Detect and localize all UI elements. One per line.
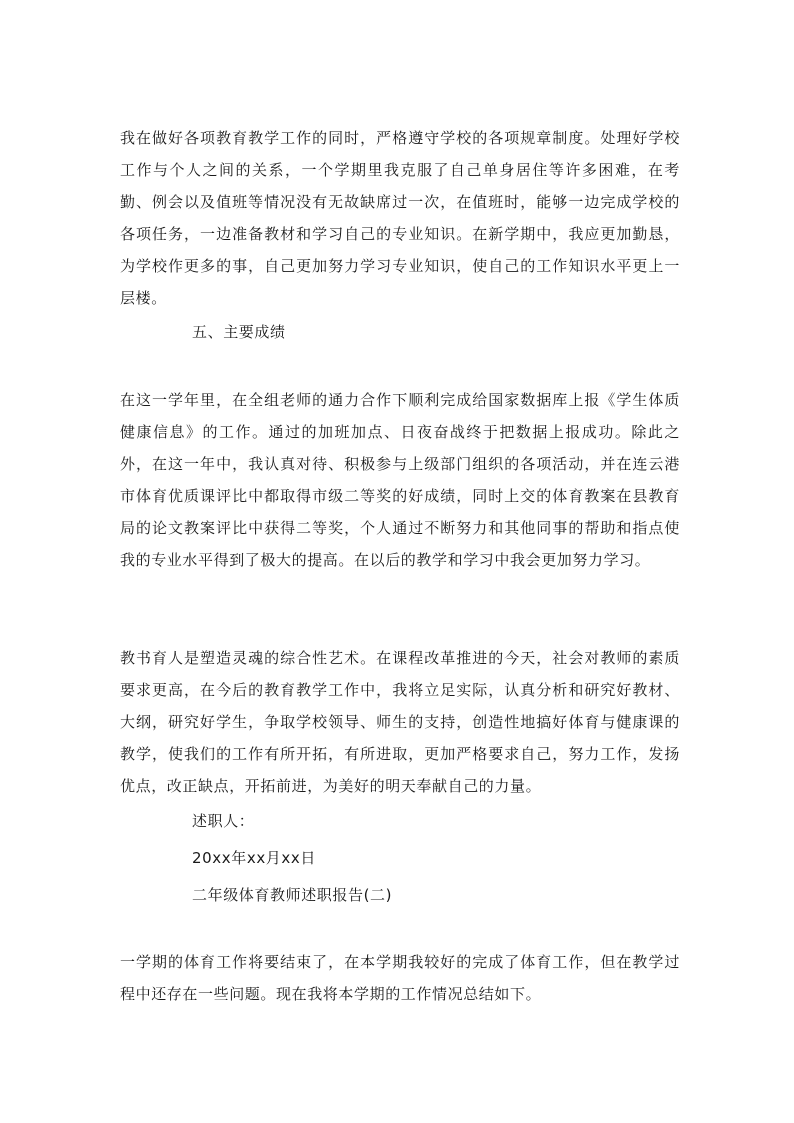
paragraph-conclusion: 教书育人是塑造灵魂的综合性艺术。在课程改革推进的今天，社会对教师的素质要求更高，在今后的教育教学工作中，我将立足实际，认真分析和研究好教材、大纲，研究好学生，争取学校领导、师生的支持，创造性地搞好体育与健康课的教学，使我们的工作有所开拓，有所进取，更加严格要求自己，努力工作，发扬优点，改正缺点，开拓前进，为美好的明天奉献自己的力量。	[120, 649, 680, 795]
signature-label: 述职人：	[192, 812, 255, 830]
paragraph-second-report-intro: 一学期的体育工作将要结束了，在本学期我较好的完成了体育工作，但在教学过程中还存在一些问题。现在我将本学期的工作情况总结如下。	[120, 953, 680, 1003]
report-title: 二年级体育教师述职报告(二)	[192, 886, 393, 904]
section-heading-achievements: 五、主要成绩	[192, 323, 286, 341]
report-date: 20xx年xx月xx日	[192, 849, 316, 867]
paragraph-work-discipline: 我在做好各项教育教学工作的同时，严格遵守学校的各项规章制度。处理好学校工作与个人之间的关系，一个学期里我克服了自己单身居住等许多困难，在考勤、例会以及值班等情况没有无故缺席过一次，在值班时，能够一边完成学校的各项任务，一边准备教材和学习自己的专业知识。在新学期中，我应更加勤恳，为学校作更多的事，自己更加努力学习专业知识，使自己的工作知识水平更上一层楼。	[120, 129, 680, 307]
paragraph-achievements: 在这一学年里，在全组老师的通力合作下顺利完成给国家数据库上报《学生体质健康信息》的工作。通过的加班加点、日夜奋战终于把数据上报成功。除此之外，在这一年中，我认真对待、积极参与上级部门组织的各项活动，并在连云港市体育优质课评比中都取得市级二等奖的好成绩，同时上交的体育教案在县教育局的论文教案评比中获得二等奖，个人通过不断努力和其他同事的帮助和指点使我的专业水平得到了极大的提高。在以后的教学和学习中我会更加努力学习。	[120, 391, 680, 569]
